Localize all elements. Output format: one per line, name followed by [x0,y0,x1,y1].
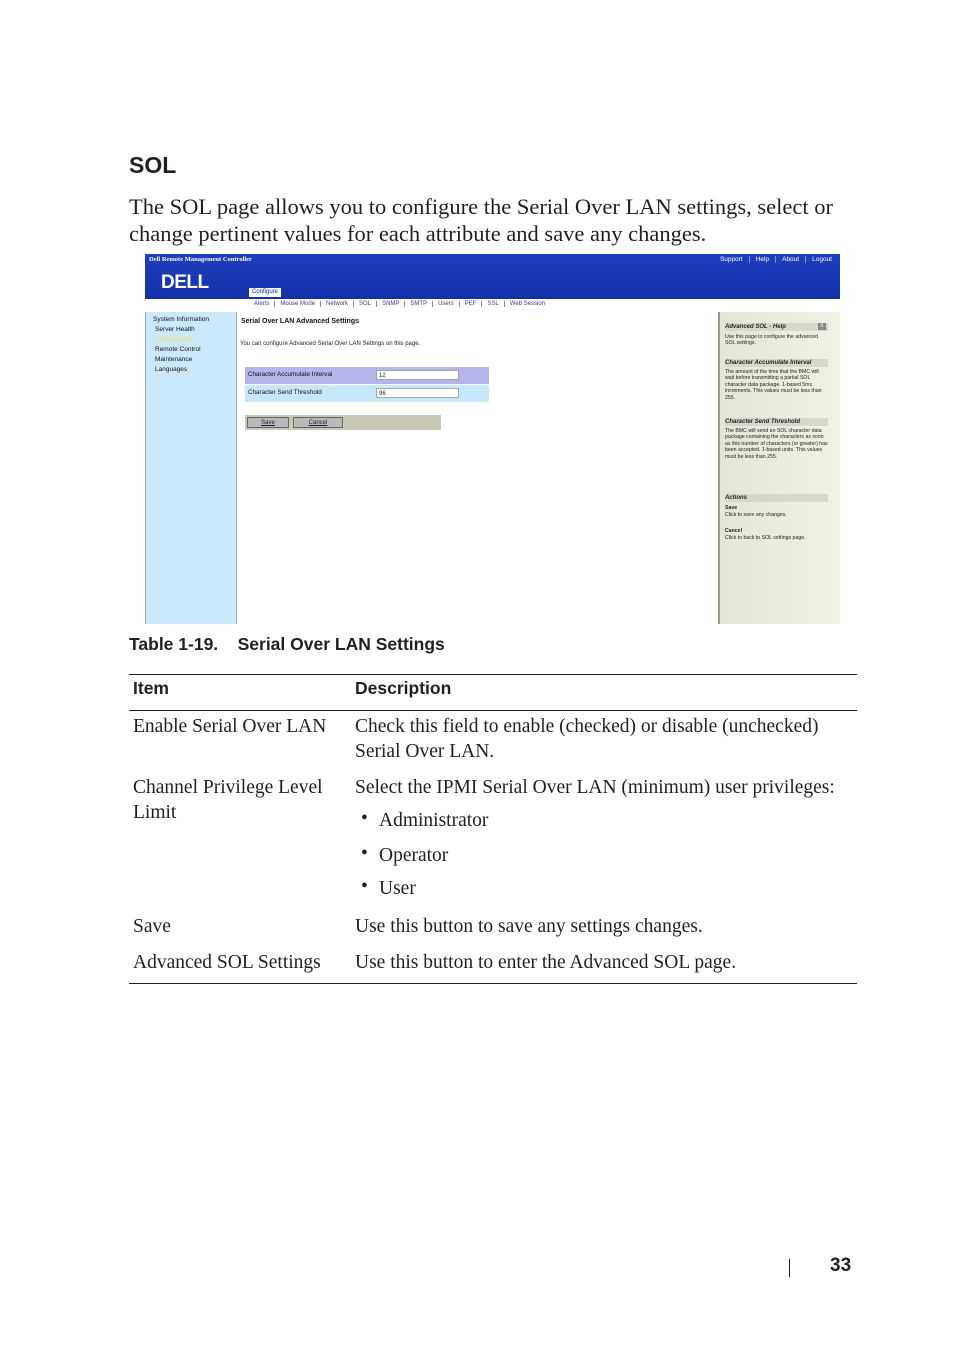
table-header-rule [129,710,857,711]
table-bottom-rule [129,983,857,984]
banner-title: Dell Remote Management Controller [149,256,252,263]
sub-navigation [145,299,840,312]
table-caption: Table 1-19. Serial Over LAN Settings [129,634,445,654]
list-item: Administrator [379,810,489,831]
page-number: 33 [830,1255,852,1276]
subnav-web-session[interactable]: Web Session [504,301,550,307]
button-bar [245,415,441,430]
intro-paragraph: The SOL page allows you to configure the Serial Over LAN settings, select or change pertinent values for each attribute and save any changes. [129,194,833,246]
dell-logo: DELL [161,272,209,293]
nav-maintenance[interactable]: Maintenance [155,356,193,363]
help-cai-title: Character Accumulate Interval [725,359,828,367]
close-icon[interactable]: X [818,323,826,330]
field-label: Character Accumulate Interval [248,371,333,378]
nav-configuration[interactable]: Configuration [155,336,194,343]
logout-link[interactable]: Logout [805,256,838,263]
main-content [237,312,718,624]
bullet-icon: • [361,876,368,897]
nav-server-health[interactable]: Server Health [155,326,195,333]
char-send-threshold-input[interactable]: 96 [376,388,459,398]
table-cell-description: Select the IPMI Serial Over LAN (minimum) user privileges: [355,777,835,798]
help-cst-title: Character Send Threshold [725,418,828,426]
top-links [714,256,838,263]
table-cell-item: Channel Privilege Level Limit [133,777,323,823]
save-button[interactable]: Save [247,417,289,428]
char-accumulate-interval-input[interactable]: 12 [376,370,459,380]
bullet-icon: • [361,808,368,829]
help-intro: Use this page to configure the advanced SOL settings. [725,334,818,347]
nav-remote-control[interactable]: Remote Control [155,346,201,353]
help-cst-text: The BMC will send an SOL character data package containing the characters as soon as this number of characters (or greater) has been accepted. 1-based units. This values must be less than 255. [725,428,828,460]
left-navigation [145,312,237,624]
cancel-button[interactable]: Cancel [293,417,343,428]
table-cell-description: Use this button to enter the Advanced SOL page. [355,952,737,973]
table-top-rule [129,674,857,675]
subnav-users[interactable]: Users [432,301,459,307]
table-cell-item: Advanced SOL Settings [133,952,321,973]
sol-screenshot [145,254,840,624]
subnav-snmp[interactable]: SNMP [376,301,404,307]
subnav-mouse-mode[interactable]: Mouse Mode [274,301,320,307]
help-cancel-text: Click to back to SOL settings page. [725,535,806,541]
list-item: User [379,878,416,899]
bullet-icon: • [361,843,368,864]
header-item: Item [133,678,169,698]
table-cell-description: Check this field to enable (checked) or disable (unchecked) Serial Over LAN. [355,716,819,762]
about-link[interactable]: About [775,256,805,263]
list-item: Operator [379,845,449,866]
help-panel [718,312,840,624]
section-heading: SOL [129,152,177,178]
setting-row [245,367,489,384]
help-title: Advanced SOL - Help [725,323,828,331]
help-link[interactable]: Help [749,256,775,263]
header-description: Description [355,678,452,698]
help-cai-text: The amount of the time that the BMC will wait before transmitting a partial SOL character data package. 1-based 5ms increments. This values must be less than 255. [725,369,822,401]
content-description: You can configure Advanced Serial Over LAN Settings on this page. [240,341,421,347]
table-cell-item: Save [133,916,171,937]
content-title: Serial Over LAN Advanced Settings [241,318,359,325]
subnav-alerts[interactable]: Alerts [254,301,270,307]
subnav-ssl[interactable]: SSL [481,301,503,307]
field-label: Character Send Threshold [248,389,322,396]
nav-languages[interactable]: Languages [155,366,188,373]
table-cell-item: Enable Serial Over LAN [133,716,327,737]
help-save-text: Click to save any changes. [725,512,787,518]
nav-system-information[interactable]: System Information [153,316,209,323]
subnav-pef[interactable]: PEF [459,301,482,307]
table-cell-description: Use this button to save any settings changes. [355,916,703,937]
support-link[interactable]: Support [719,256,743,263]
subnav-sol[interactable]: SOL [353,301,376,307]
help-cancel-title: Cancel [725,528,743,534]
subnav-smtp[interactable]: SMTP [404,301,432,307]
help-save-title: Save [725,505,738,511]
header-banner [145,254,840,299]
setting-row [245,385,489,402]
help-actions-title: Actions [725,494,828,502]
subnav-network[interactable]: Network [320,301,353,307]
tab-configure[interactable]: Configure [249,288,281,297]
footer-divider [789,1259,790,1277]
